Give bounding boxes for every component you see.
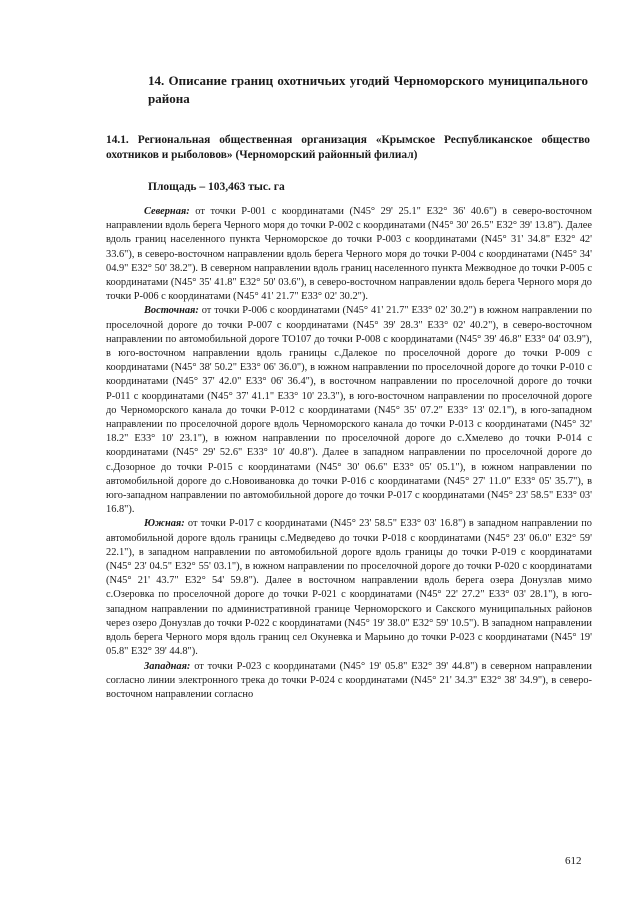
boundary-description [106, 205, 592, 702]
section-subheading: 14.1. Региональная общественная организация «Крымское Республиканское общество охотников и рыболовов» (Черноморский районный филиал) [106, 134, 590, 161]
boundary-south [106, 517, 592, 659]
boundary-direction-label: Западная: [144, 660, 191, 672]
boundary-direction-label: Восточная: [144, 305, 199, 317]
boundary-north [106, 205, 592, 304]
area-label: Площадь – 103,463 тыс. га [148, 181, 285, 193]
page-number: 612 [565, 855, 582, 867]
boundary-text: от точки Р-001 с координатами (N45° 29' 25.1" E32° 36' 40.6") в северо-восточном направлении вдоль берега Черного моря до точки Р-002 с координатами (N45° 30' 26.5" E32° 39' 13.8"). Далее вдоль границ населенного пункта Черноморское до точки Р-003 с координатами (N45° 31' 34.8" E32° 42' 33.6"), в северо-восточном направлении вдоль берега Черного моря до точки Р-004 с координатами (N45° 34' 04.9" E32° 50' 38.2"). В северном направлении вдоль границ населенного пункта Межводное до точки Р-005 с координатами (N45° 35' 41.8" E32° 50' 03.6"), в северо-восточном направлении вдоль берега Черного моря до точки Р-006 с координатами (N45° 41' 21.7" E33° 02' 30.2"). [106, 206, 592, 303]
boundary-text: от точки Р-023 с координатами (N45° 19' 05.8" E32° 39' 44.8") в северном направлении согласно линии электронного трека до точки Р-024 с координатами (N45° 21' 34.3" E32° 38' 34.9"), в северо-восточном направлении согласно [106, 660, 592, 700]
section-heading: 14. Описание границ охотничьих угодий Черноморского муниципального района [148, 73, 588, 106]
boundary-text: от точки Р-017 с координатами (N45° 23' 58.5" E33° 03' 16.8") в западном направлении по автомобильной дороге вдоль границы с.Медведево до точки Р-018 с координатами (N45° 23' 06.0" E32° 59' 22.1"), в западном направлении по автомобильной дороге вдоль границы до точки Р-019 с координатами (N45° 23' 04.5" E32° 55' 03.1"), в южном направлении по проселочной дороге до точки Р-020 с координатами (N45° 21' 43.7" E32° 54' 59.8"). Далее в восточном направлении вдоль берега озера Донузлав мимо с.Озеровка по проселочной дороге до точки Р-021 с координатами (N45° 22' 27.2" E33° 03' 28.1"), в юго-западном направлении по административной границе Черноморского и Сакского муниципальных районов через озеро Донузлав до точки Р-022 с координатами (N45° 19' 38.0" E32° 59' 10.5"). В западном направлении вдоль берега Черного моря вдоль границ сел Окуневка и Марьино до точки Р-023 с координатами (N45° 19' 05.8" E32° 39' 44.8"). [106, 518, 592, 658]
boundary-text: от точки Р-006 с координатами (N45° 41' 21.7" E33° 02' 30.2") в южном направлении по проселочной дороге до точки Р-007 с координатами (N45° 39' 28.3" E33° 02' 40.2"), в северо-восточном направлении по автомобильной дороге ТО107 до точки Р-008 с координатами (N45° 39' 46.8" E33° 04' 03.9"), в юго-восточном направлении вдоль границы с.Далекое по проселочной дороге до точки Р-009 с координатами (N45° 38' 50.2" E33° 06' 36.0"), в южном направлении по проселочной дороге до точки Р-010 с координатами (N45° 37' 42.0" E33° 06' 36.4"), в восточном направлении по проселочной дороге до точки Р-011 с координатами (N45° 37' 41.1" E33° 10' 23.3"), в юго-восточном направлении по проселочной дороге до Черноморского канала до точки Р-012 с координатами (N45° 35' 07.2" E33° 13' 02.1"), в юго-западном направлении по проселочной дороге вдоль Черноморского канала до точки Р-013 с координатами (N45° 32' 18.2" E33° 10' 23.1"), в южном направлении по проселочной дороге до с.Хмелево до точки Р-014 с координатами (N45° 29' 52.6" E33° 10' 40.8"). Далее в западном направлении по проселочной дороге до с.Дозорное до точки Р-015 с координатами (N45° 30' 06.6" E33° 05' 05.1"), в южном направлении по автомобильной дороге до с.Новоивановка до точки Р-016 с координатами (N45° 27' 11.0" E33° 05' 35.7"), в юго-западном направлении по автомобильной дороге до точки Р-017 с координатами (N45° 23' 58.5" E33° 03' 16.8"). [106, 305, 592, 516]
boundary-direction-label: Северная: [144, 206, 190, 217]
boundary-east [106, 304, 592, 517]
boundary-west [106, 660, 592, 703]
boundary-direction-label: Южная: [144, 518, 185, 530]
